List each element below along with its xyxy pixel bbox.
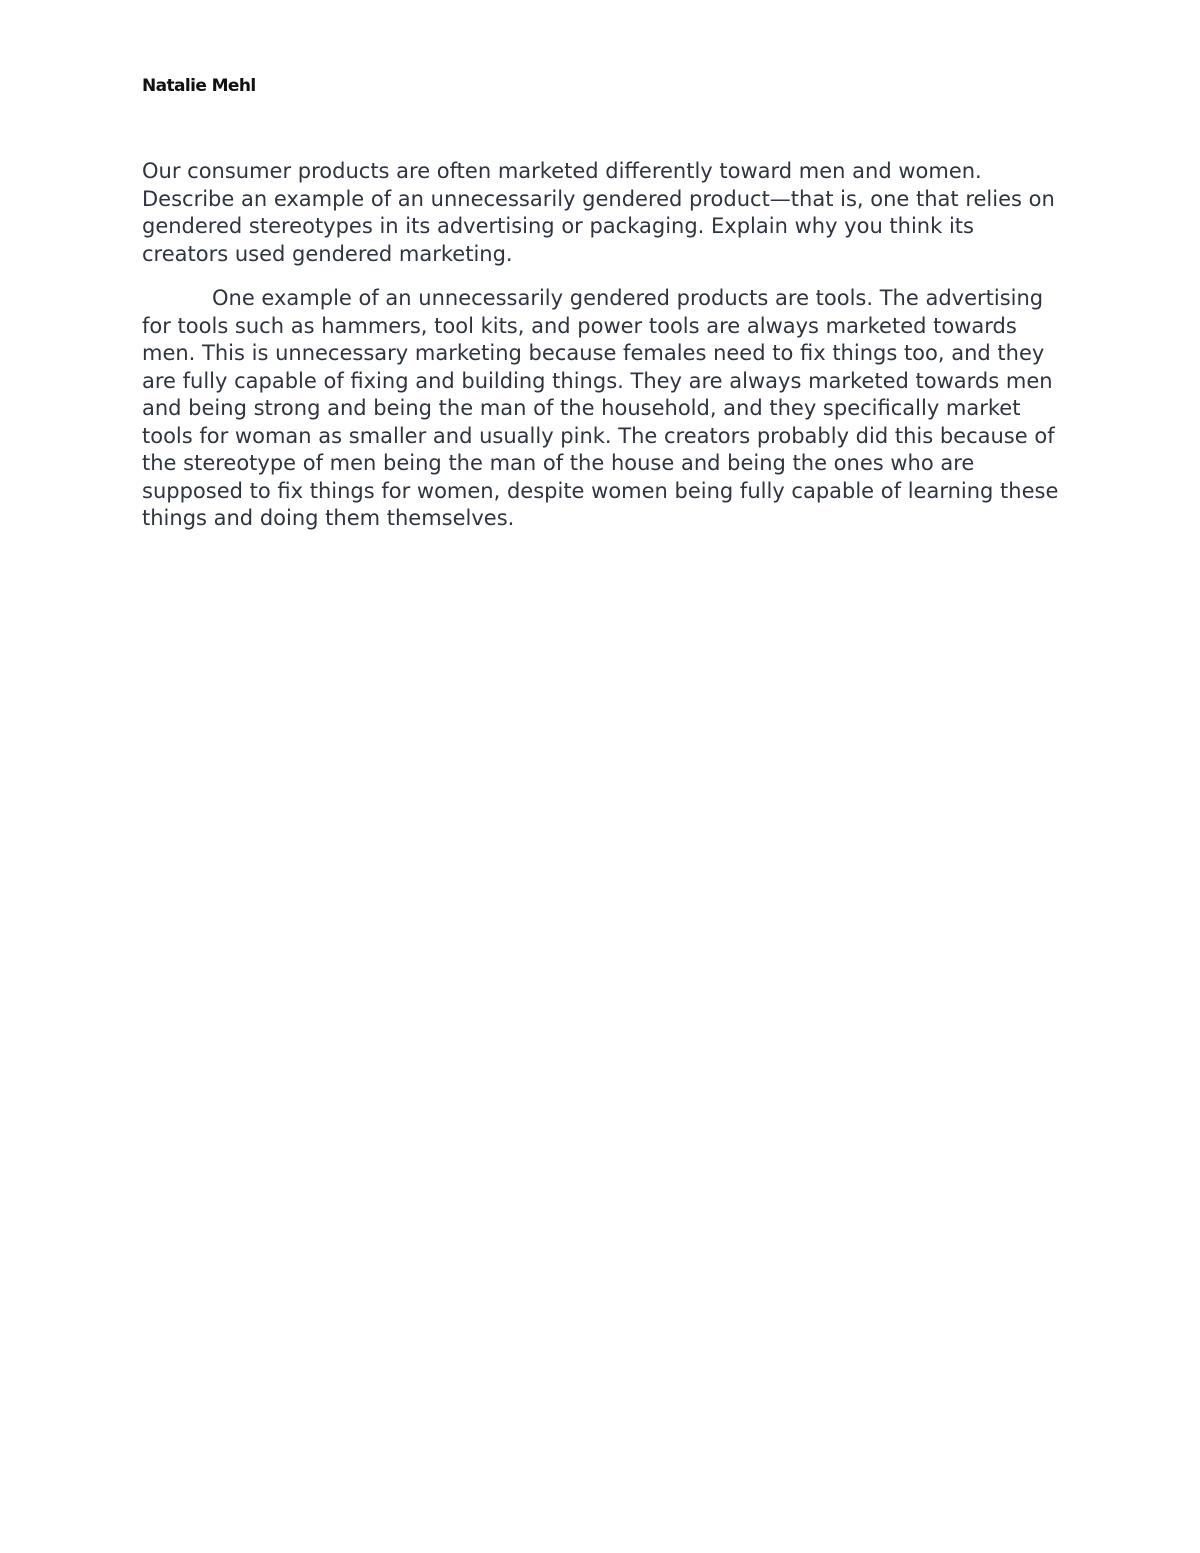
response-paragraph: One example of an unnecessarily gendered products are tools. The advertising for tools such as hammers, tool kits, and power tools are always marketed towards men. This is unnecessary marketing because females need to fix things too, and they are fully capable of fixing and building things. They are always marketed towards men and being strong and being the man of the household, and they specifically market tools for woman as smaller and usually pink. The creators probably did this because of the stereotype of men being the man of the house and being the ones who are supposed to fix things for women, despite women being fully capable of learning these things and doing them themselves. (142, 286, 1059, 530)
document-body (142, 158, 1062, 533)
prompt-paragraph: Our consumer products are often marketed differently toward men and women. Describe an example of an unnecessarily gendered product—that is, one that relies on gendered stereotypes in its advertising or packaging. Explain why you think its creators used gendered marketing. (142, 159, 1055, 266)
author-name: Natalie Mehl (142, 76, 256, 96)
